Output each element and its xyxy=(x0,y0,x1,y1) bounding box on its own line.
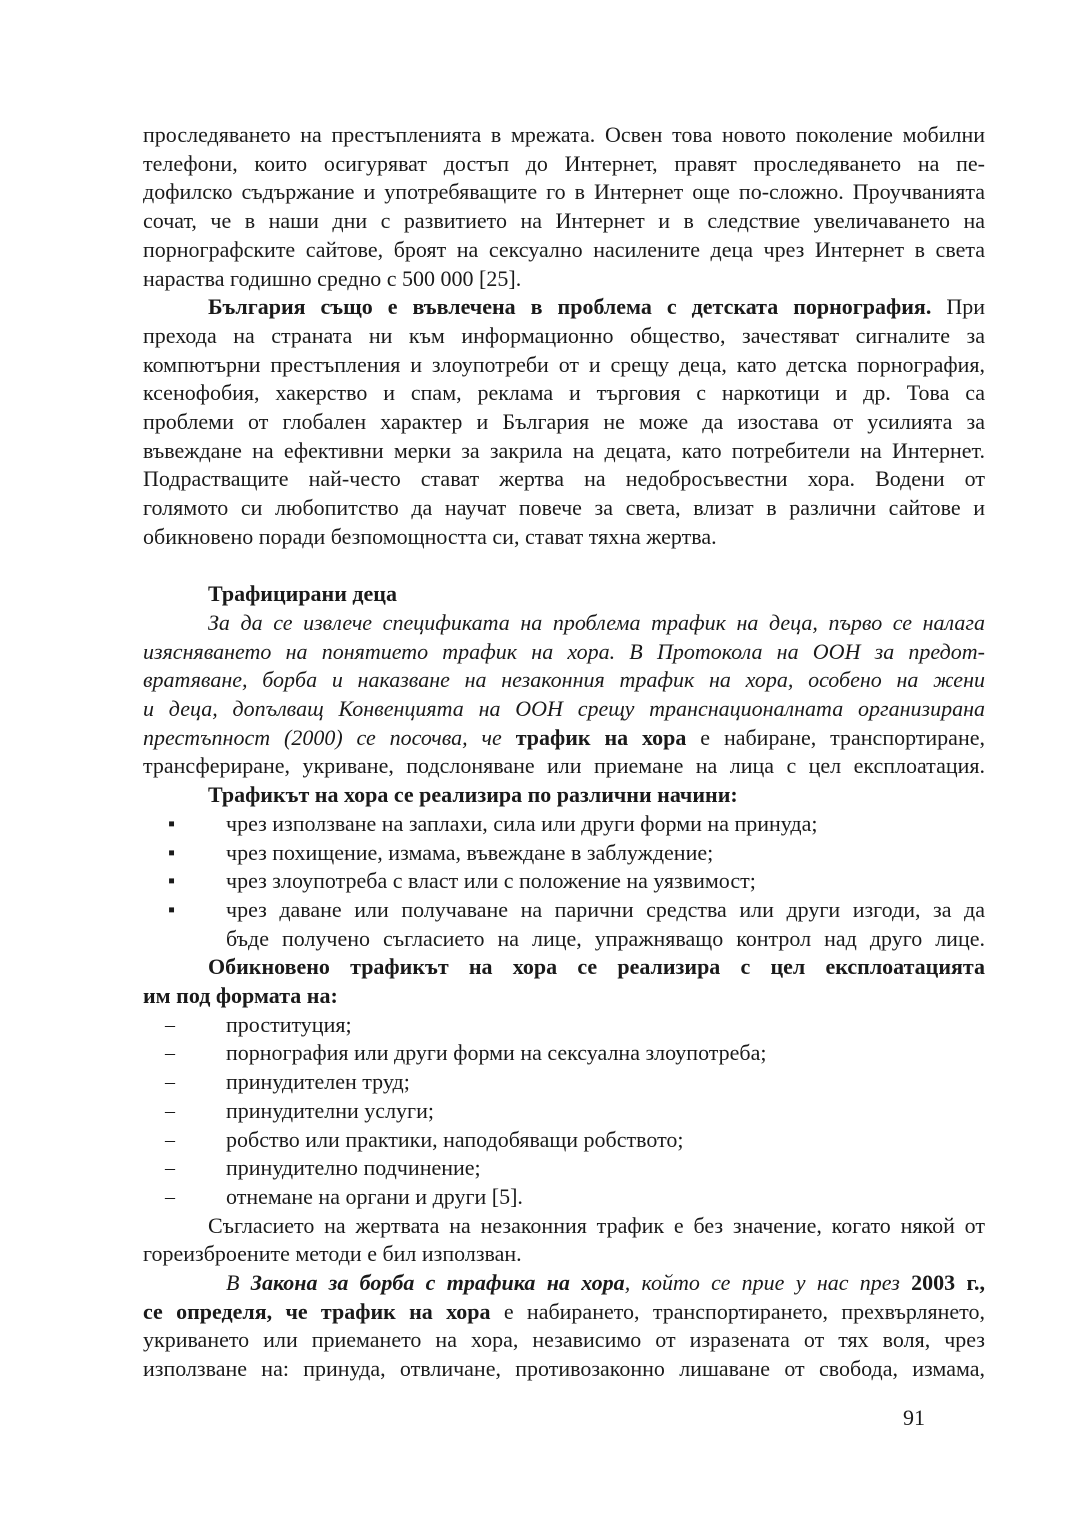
italic-text: В xyxy=(226,1270,251,1295)
text-run: чрез използване на заплахи, сила или други форми на принуда; xyxy=(226,810,818,836)
text-line xyxy=(143,1298,985,1326)
bold-text: се определя, че трафик на хора xyxy=(143,1298,491,1324)
text-run: гореизброените методи е бил използван. xyxy=(143,1241,522,1267)
text-line xyxy=(208,1212,985,1240)
text-run: трансфериране, укриване, подслоняване или приемане на лица с цел експлоатация. xyxy=(143,753,985,779)
text-run: нараства годишно средно с 500 000 [25]. xyxy=(143,265,522,291)
bold-text: трафик на хора xyxy=(515,724,687,750)
list-item xyxy=(226,1068,410,1096)
list-item xyxy=(226,839,713,867)
text-run: прехода на страната ни към информационно общество, зачестяват сигналите за xyxy=(143,322,985,348)
text-run: ксенофобия, хакерство и спам, реклама и търговия с наркотици и др. Това са xyxy=(143,380,985,406)
bold-text: Трафикът на хора се реализира по различни начини: xyxy=(208,782,738,808)
italic-text: вратяване, борба и наказване на незаконния трафик на хора, особено на жени xyxy=(143,667,985,693)
text-run: голямото си любопитство да научат повече за света, влизат в различни сайтове и xyxy=(143,495,985,521)
text-run: укриването или приемането на хора, независимо от изразената от тях воля, чрез xyxy=(143,1327,985,1353)
bullet-marker-icon: ▪ xyxy=(168,812,176,835)
italic-text: За да се извлече спецификата на проблема трафик на деца, първо се налага xyxy=(208,609,985,635)
text-line xyxy=(143,150,985,178)
italic-text: , който се прие у нас през xyxy=(624,1270,912,1295)
text-line xyxy=(143,437,985,465)
text-run: въвеждане на ефективни мерки за закрила на децата, като потребители на Интернет. xyxy=(143,437,985,463)
text-line xyxy=(143,638,985,666)
bold-text: България също е въвлечена в проблема с детската порнография. xyxy=(208,294,932,320)
text-run: сочат, че в наши дни с развитието на Интернет и в следствие увеличаването на xyxy=(143,208,985,234)
italic-text: изясняването на понятието трафик на хора. В Протокола на ООН за предот- xyxy=(143,638,985,664)
list-item xyxy=(226,896,985,924)
text-run: е набирането, транспортирането, прехвърлянето, xyxy=(490,1298,986,1324)
text-run: чрез злоупотреба с власт или с положение на уязвимост; xyxy=(226,868,756,894)
list-item xyxy=(226,810,817,838)
dash-marker-icon: – xyxy=(165,1042,175,1065)
text-line xyxy=(143,695,985,723)
text-run: проституция; xyxy=(226,1011,352,1037)
text-run: проследяването на престъпленията в мрежата. Освен това новото поколение мобилни xyxy=(143,122,985,147)
text-line xyxy=(143,666,985,694)
text-run: чрез даване или получаване на парични средства или други изгоди, за да xyxy=(226,896,985,922)
text-line xyxy=(143,1355,985,1383)
text-line xyxy=(143,1240,522,1268)
text-line xyxy=(143,351,985,379)
italic-text: и деца, допълващ Конвенцията на ООН срещу транснационалната организирана xyxy=(143,696,985,721)
text-run: принудително подчинение; xyxy=(226,1155,481,1181)
text-run: е набиране, транспортиране, xyxy=(686,724,985,750)
bullet-marker-icon: ▪ xyxy=(168,870,176,893)
text-line xyxy=(143,465,985,493)
text-run: порнографските сайтове, броят на сексуално насилените деца чрез Интернет в света xyxy=(143,236,985,262)
text-line xyxy=(143,724,985,752)
text-line xyxy=(143,494,985,522)
dash-marker-icon: – xyxy=(165,1128,175,1151)
text-run: използване на: принуда, отвличане, противозаконно лишаване от свобода, измама, xyxy=(143,1356,985,1382)
list-item xyxy=(226,1183,523,1211)
text-line xyxy=(143,523,717,551)
text-run: При xyxy=(931,294,985,320)
text-line xyxy=(143,265,521,293)
text-run: проблеми от глобален характер и България не може да изостава от усилията за xyxy=(143,409,985,434)
list-item xyxy=(226,867,756,895)
text-line xyxy=(143,408,985,436)
text-line xyxy=(143,236,985,264)
text-run: робство или практики, наподобяващи робството; xyxy=(226,1126,684,1152)
bullet-marker-icon: ▪ xyxy=(168,841,176,864)
text-line xyxy=(208,293,985,321)
dash-marker-icon: – xyxy=(165,1185,175,1208)
dash-marker-icon: – xyxy=(165,1099,175,1122)
bold-text: Закона за борба с трафика на хора xyxy=(250,1270,625,1295)
text-line xyxy=(226,1269,985,1297)
text-line xyxy=(208,953,985,981)
list-item xyxy=(226,1097,434,1125)
list-item xyxy=(226,1154,481,1182)
dash-marker-icon: – xyxy=(165,1071,175,1094)
text-line xyxy=(143,121,985,149)
text-run: порнография или други форми на сексуална злоупотреба; xyxy=(226,1040,767,1066)
list-item xyxy=(226,1039,767,1067)
bold-text: Обикновено трафикът на хора се реализира с цел експлоатацията xyxy=(208,954,985,980)
list-item xyxy=(226,1011,352,1039)
text-line xyxy=(143,322,985,350)
text-line xyxy=(143,982,338,1010)
text-run: принудителни услуги; xyxy=(226,1097,434,1123)
dash-marker-icon: – xyxy=(165,1157,175,1180)
text-line xyxy=(208,781,738,809)
text-run: Съгласието на жертвата на незаконния трафик е без значение, когато някой от xyxy=(208,1212,985,1238)
bold-text: им под формата на: xyxy=(143,983,338,1008)
text-line xyxy=(208,609,985,637)
text-run: бъде получено съгласието на лице, упражняващо контрол над друго лице. xyxy=(226,925,985,951)
bold-text: 2003 г., xyxy=(911,1270,985,1295)
text-line xyxy=(143,207,985,235)
page-number: 91 xyxy=(903,1405,925,1430)
list-item xyxy=(226,1126,684,1154)
text-run: компютърни престъпления и злоупотреби от и срещу деца, като детска порнография, xyxy=(143,351,985,377)
dash-marker-icon: – xyxy=(165,1013,175,1036)
text-line xyxy=(226,925,985,953)
text-line xyxy=(143,1326,985,1354)
text-run: принудителен труд; xyxy=(226,1069,410,1095)
bold-text: Трафицирани деца xyxy=(208,581,397,607)
text-line xyxy=(143,379,985,407)
text-line xyxy=(143,178,985,206)
text-run: чрез похищение, измама, въвеждане в заблуждение; xyxy=(226,839,714,865)
section-heading xyxy=(208,580,397,608)
text-run: телефони, които осигуряват достъп до Интернет, правят проследяването на пе- xyxy=(143,150,985,176)
bullet-marker-icon: ▪ xyxy=(168,898,176,921)
italic-text: престъпност (2000) се посочва, че xyxy=(143,724,516,750)
text-run: дофилско съдържание и употребяващите го в Интернет още по-сложно. Проучванията xyxy=(143,179,985,205)
text-run: обикновено поради безпомощността си, стават тяхна жертва. xyxy=(143,523,717,549)
text-line xyxy=(143,752,985,780)
text-run: Подрастващите най-често стават жертва на недобросъвестни хора. Водени от xyxy=(143,466,985,492)
text-run: отнемане на органи и други [5]. xyxy=(226,1183,523,1209)
